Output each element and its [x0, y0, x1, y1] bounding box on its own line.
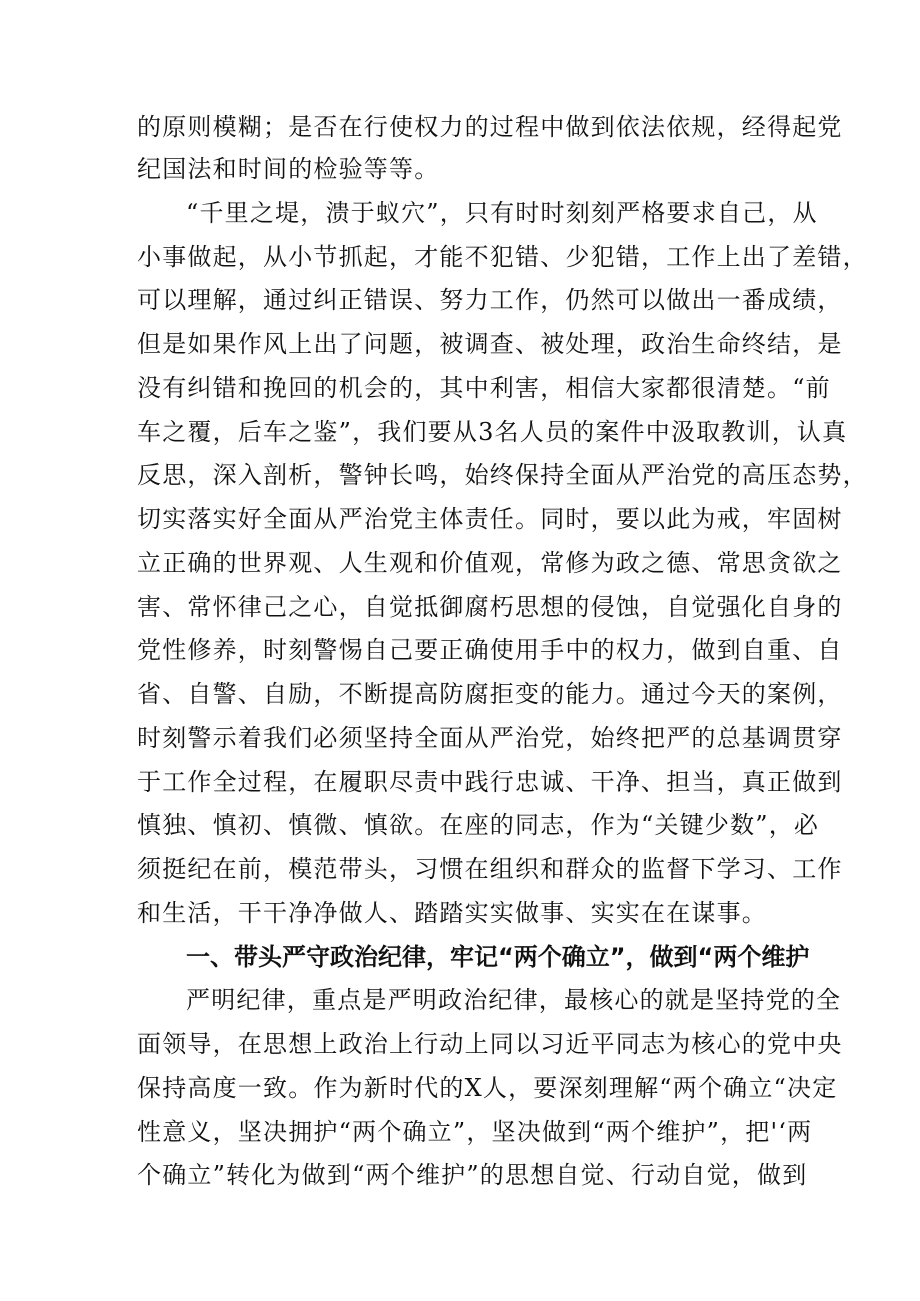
body-text-line: 时刻警示着我们必须坚持全面从严治党，始终把严的总基调贯穿 — [137, 724, 843, 752]
body-text-line: 没有纠错和挽回的机会的，其中利害，相信大家都很清楚。“前 — [137, 374, 831, 402]
body-text-line: 党性修养，时刻警惕自己要正确使用手中的权力，做到自重、自 — [137, 636, 843, 664]
body-text-line: 面领导，在思想上政治上行动上同以习近平同志为核心的党中央 — [137, 1030, 843, 1058]
paragraph-first-line: 严明纪律，重点是严明政治纪律，最核心的就是坚持党的全 — [186, 986, 842, 1014]
body-text-line: 小事做起，从小节抓起，才能不犯错、少犯错，工作上出了差错， — [137, 243, 868, 271]
body-text-line: 立正确的世界观、人生观和价值观，常修为政之德、常思贪欲之 — [137, 549, 843, 577]
body-text-line: 的原则模糊；是否在行使权力的过程中做到依法依规，经得起党 — [137, 113, 843, 141]
body-text-line: 于工作全过程，在履职尽责中践行忠诚、干净、担当，真正做到 — [137, 768, 843, 796]
body-text-line: 和生活，干干净净做人、踏踏实实做事、实实在在谋事。 — [137, 899, 767, 927]
body-text-line: 切实落实好全面从严治党主体责任。同时，要以此为戒，牢固树 — [137, 505, 843, 533]
body-text-line: 须挺纪在前，模范带头，习惯在组织和群众的监督下学习、工作 — [137, 855, 843, 883]
body-text-line: 性意义，坚决拥护“两个确立”，坚决做到“两个维护”，把'‘两 — [137, 1118, 813, 1146]
body-text-line: 纪国法和时间的检验等等。 — [137, 155, 440, 183]
body-text-line: 但是如果作风上出了问题，被调查、被处理，政治生命终结，是 — [137, 330, 843, 358]
body-text-line: 保持高度一致。作为新时代的X人，要深刻理解“两个确立“决定 — [137, 1074, 838, 1102]
body-text-line: 可以理解，通过纠正错误、努力工作，仍然可以做出一番成绩， — [137, 286, 843, 314]
section-heading: 一、带头严守政治纪律，牢记“两个确立”，做到“两个维护 — [186, 943, 810, 971]
body-text-line: 反思，深入剖析，警钟长鸣，始终保持全面从严治党的高压态势， — [137, 461, 868, 489]
body-text-line: 车之覆，后车之鉴”，我们要从3名人员的案件中汲取教训，认真 — [137, 418, 848, 446]
body-text-line: 省、自警、自励，不断提高防腐拒变的能力。通过今天的案例， — [137, 680, 843, 708]
body-text-line: 慎独、慎初、慎微、慎欲。在座的同志，作为“关键少数”，必 — [137, 811, 820, 839]
body-text-line: 害、常怀律己之心，自觉抵御腐朽思想的侵蚀，自觉强化自身的 — [137, 593, 843, 621]
paragraph-first-line: “千里之堤，溃于蚁穴”，只有时时刻刻严格要求自己，从 — [186, 199, 818, 227]
body-text-line: 个确立”转化为做到“两个维护”的思想自觉、行动自觉，做到 — [137, 1161, 808, 1189]
